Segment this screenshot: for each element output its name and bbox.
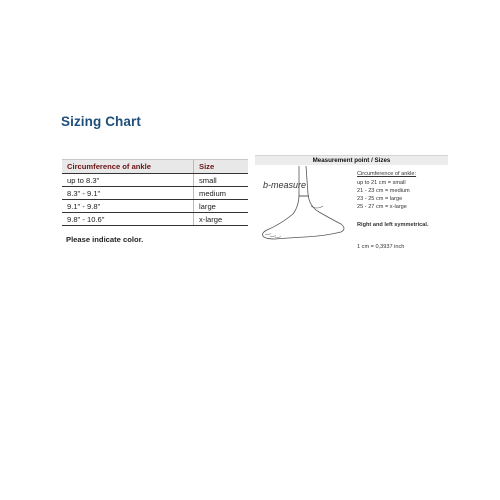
size-cm-item: up to 21 cm = small [357,180,406,186]
circumference-heading: Circumference of ankle: [357,171,417,177]
conversion-note: 1 cm = 0,3937 inch [357,244,405,250]
circumference-cell: up to 8.3" [62,174,194,187]
color-note: Please indicate color. [66,235,144,244]
size-cm-item: 23 - 25 cm = large [357,196,403,202]
b-measure-label: b-measure [263,180,307,190]
circumference-cell: 9.1" - 9.8" [62,200,194,213]
table-row [62,213,248,226]
table-row [62,200,248,213]
size-cell: large [194,200,249,213]
column-header-size: Size [194,160,249,174]
column-header-circumference: Circumference of ankle [62,160,194,174]
foot-measurement-illustration [255,166,355,250]
table-header-row [62,160,248,174]
size-cell: small [194,174,249,187]
toes-icon [265,233,281,238]
foot-outline-icon [263,166,345,239]
circumference-cell: 8.3" - 9.1" [62,187,194,200]
table-row [62,187,248,200]
size-cell: x-large [194,213,249,226]
table-row [62,174,248,187]
diagram-header: Measurement point / Sizes [255,155,448,165]
symmetry-note: Right and left symmetrical. [357,222,429,228]
page-title: Sizing Chart [61,114,141,129]
size-cell: medium [194,187,249,200]
sizing-table [62,159,248,226]
circumference-cell: 9.8" - 10.6" [62,213,194,226]
size-cm-item: 21 - 23 cm = medium [357,188,410,194]
size-cm-item: 25 - 27 cm = x-large [357,204,407,210]
